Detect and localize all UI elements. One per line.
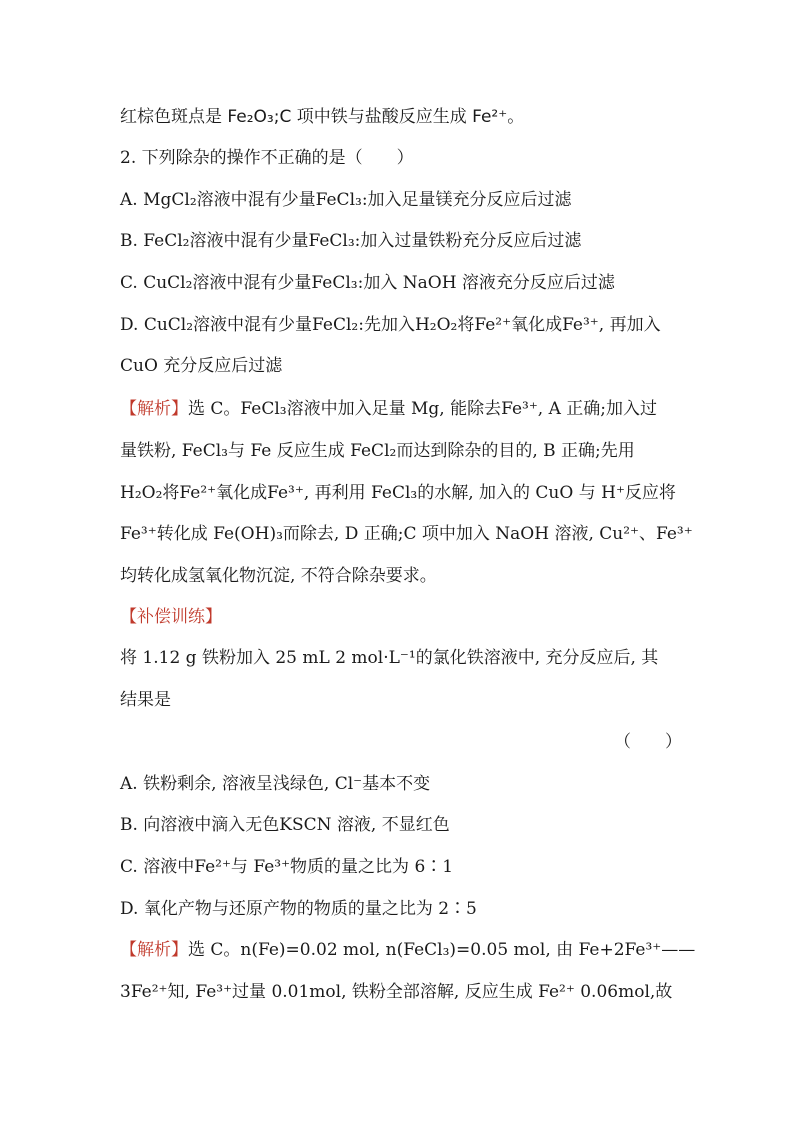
option-a-text: A. MgCl₂溶液中混有少量FeCl₃:加入足量镁充分反应后过滤 (120, 190, 572, 210)
question-2-stem (120, 146, 682, 170)
analysis-2-line-1 (120, 938, 696, 962)
analysis-1-text-2: 量铁粉, FeCl₃与 Fe 反应生成 FeCl₂而达到除杂的目的, B 正确;先用 (120, 441, 635, 461)
option-c-text: C. CuCl₂溶液中混有少量FeCl₃:加入 NaOH 溶液充分反应后过滤 (120, 273, 615, 293)
supplementary-option-b (120, 813, 682, 837)
supplementary-stem-1 (120, 646, 682, 670)
question-2-option-c (120, 271, 682, 295)
answer-blank (120, 730, 682, 754)
supp-option-b-text: B. 向溶液中滴入无色KSCN 溶液, 不显红色 (120, 815, 450, 835)
analysis-2-text-2: 3Fe²⁺知, Fe³⁺过量 0.01mol, 铁粉全部溶解, 反应生成 Fe²⁺ 0.06mol,故 (120, 982, 673, 1002)
question-2-text: 2. 下列除杂的操作不正确的是（ ） (120, 148, 414, 168)
analysis-1-line-3 (120, 481, 682, 505)
analysis-1-text-4: Fe³⁺转化成 Fe(OH)₃而除去, D 正确;C 项中加入 NaOH 溶液, Cu²⁺、Fe³⁺ (120, 524, 693, 544)
analysis-1-line-2 (120, 439, 682, 463)
analysis-1-line-4 (120, 522, 693, 546)
supp-option-d-text: D. 氧化产物与还原产物的物质的量之比为 2∶5 (120, 899, 477, 919)
analysis-1-text-5: 均转化成氢氧化物沉淀, 不符合除杂要求。 (120, 566, 437, 586)
supplementary-option-c (120, 855, 682, 879)
analysis-label-2: 【解析】 (120, 940, 188, 960)
supp-option-c-text: C. 溶液中Fe²⁺与 Fe³⁺物质的量之比为 6∶1 (120, 857, 454, 877)
supp-option-a-text: A. 铁粉剩余, 溶液呈浅绿色, Cl⁻基本不变 (120, 774, 431, 794)
supplementary-stem-text-1: 将 1.12 g 铁粉加入 25 mL 2 mol·L⁻¹的氯化铁溶液中, 充分反应后, 其 (120, 648, 659, 668)
supplementary-option-d (120, 897, 682, 921)
supplementary-stem-text-2: 结果是 (120, 690, 171, 710)
analysis-label: 【解析】 (120, 399, 188, 419)
option-d-cont-text: CuO 充分反应后过滤 (120, 356, 283, 376)
option-b-text: B. FeCl₂溶液中混有少量FeCl₃:加入过量铁粉充分反应后过滤 (120, 231, 582, 251)
supplementary-heading-text: 【补偿训练】 (120, 607, 222, 627)
analysis-2-line-2 (120, 980, 682, 1004)
analysis-1-text-1: 选 C。FeCl₃溶液中加入足量 Mg, 能除去Fe³⁺, A 正确;加入过 (188, 399, 658, 419)
analysis-1-line-1 (120, 397, 682, 421)
analysis-2-text-1: 选 C。n(Fe)=0.02 mol, n(FeCl₃)=0.05 mol, 由 Fe+2Fe³⁺—— (188, 940, 696, 960)
option-d-text: D. CuCl₂溶液中混有少量FeCl₂:先加入H₂O₂将Fe²⁺氧化成Fe³⁺, 再加入 (120, 315, 661, 335)
answer-blank-text: （ ） (614, 732, 682, 752)
question-2-option-a (120, 188, 682, 212)
question-2-option-d-cont (120, 354, 682, 378)
supplementary-option-a (120, 772, 682, 796)
question-2-option-b (120, 229, 682, 253)
prev-answer-tail (120, 105, 682, 129)
analysis-1-text-3: H₂O₂将Fe²⁺氧化成Fe³⁺, 再利用 FeCl₃的水解, 加入的 CuO 与 H⁺反应将 (120, 483, 676, 503)
question-2-option-d (120, 313, 682, 337)
supplementary-stem-2 (120, 688, 682, 712)
supplementary-heading (120, 605, 682, 629)
analysis-1-line-5 (120, 564, 682, 588)
prev-answer-text: 红棕色斑点是 Fe₂O₃;C 项中铁与盐酸反应生成 Fe²⁺。 (120, 107, 525, 127)
